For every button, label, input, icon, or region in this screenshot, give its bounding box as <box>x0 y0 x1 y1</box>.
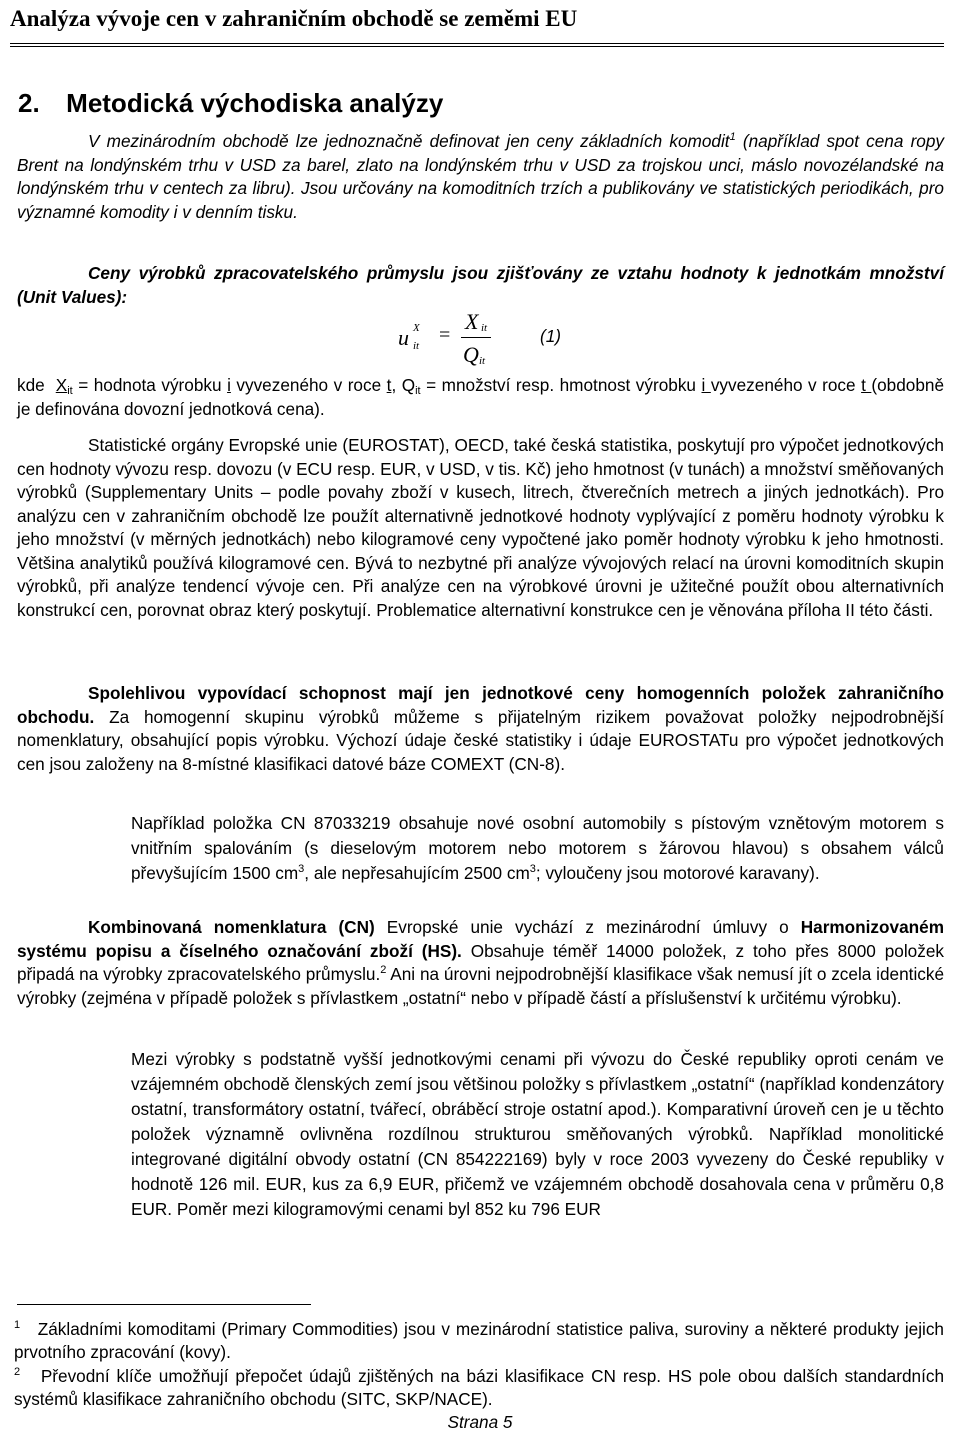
homogeneous-bold: Spolehlivou vypovídací schopnost mají jen jednotkové ceny homogenních položek zahraničního obchodu. <box>17 683 944 727</box>
footnote-2 <box>14 1365 944 1411</box>
footnote-ref-1: 1 <box>729 131 736 143</box>
formula-lhs-sup: X <box>413 322 420 334</box>
definition-x: X <box>55 375 68 395</box>
definition-t: t <box>386 375 392 395</box>
definition-text-3: = množství resp. hmotnost výrobku <box>420 375 702 395</box>
example-text-a: Například položka CN 87033219 obsahuje nové osobní automobily s pístovým vznětovým motorem s vnitřním spalováním (s dieselovým motorem nebo motorem s žárovou hlavou) s obsahem válců převyšujícím 1500 cm <box>131 813 944 883</box>
header-rule-bottom <box>10 46 944 47</box>
header-rule-top <box>10 43 944 44</box>
example-text-b: , ale nepřesahujícím 2500 cm <box>304 863 530 883</box>
definition-t-2: t <box>861 375 872 395</box>
footnote-separator <box>17 1304 311 1305</box>
other-items-text-a: Mezi výrobky s podstatně vyšší jednotkovými cenami při vývozu do České republiky oproti cenám ve vzájemném obchodě členských zemí jsou většinou položky s přívlastkem „ostatní“ (například kondenzátory ostatní, transformátory ostatní, tvářecí, obráběcí stroje ostatní apod.). <box>131 1049 944 1119</box>
definition-i: i <box>227 375 231 395</box>
footnote-1 <box>14 1318 944 1364</box>
paragraph-example-cn <box>131 811 944 886</box>
statistics-text-c: Většina analytiků používá kilogramové cen. <box>17 552 350 573</box>
statistics-text-d: Bývá to nezbytné při analýze vývojových relací na úrovni komoditních skupin výrobků, při analýze tendencí vývoje cen. <box>17 552 944 596</box>
page-number: Strana 5 <box>447 1412 513 1432</box>
paragraph-statistics <box>17 434 944 622</box>
formula-equals: = <box>439 324 451 346</box>
nomenclature-bold-a: Kombinovaná nomenklatura (CN) <box>88 917 375 937</box>
paragraph-other-items <box>131 1047 944 1222</box>
statistics-text-b: Pro analýzu cen v zahraničním obchodě lze použít alternativně jednotkové hodnoty vyplývající z poměru hodnoty výrobku k jeho množství (v měrných jednotkách) nebo kilogramové ceny vypočtené jako poměr hodnoty výrobku k jeho hmotnosti. <box>17 482 944 549</box>
section-title: Metodická východiska analýzy <box>66 88 444 118</box>
nomenclature-text-c: Ani na úrovni nejpodrobnější klasifikace však nemusí jít o zcela identické výrobky (zejména v případě položek s přívlastkem „ostatní“ nebo v případě částí a příslušenství k určitému výrobku). <box>17 964 945 1008</box>
paragraph-nomenclature <box>17 916 944 1010</box>
other-items-text-b: Komparativní úroveň cen je u těchto položek významně ovlivněna rozdílnou strukturou směňovaných výrobků. <box>131 1099 944 1144</box>
footnote-2-number: 2 <box>14 1366 21 1378</box>
formula-numerator-sub: it <box>481 322 488 334</box>
footnote-2-text: Převodní klíče umožňují přepočet údajů zjištěných na bázi klasifikace CN resp. HS pole obou dalších standardních systémů klasifikace zahraničního obchodu (SITC, SKP/NACE). <box>14 1366 944 1409</box>
formula-denominator: Q <box>463 342 479 367</box>
formula-denominator-sub: it <box>479 355 486 367</box>
paragraph-unit-values <box>17 262 944 309</box>
nomenclature-text-a: Evropské unie vychází z mezinárodní úmluvy o <box>374 917 801 937</box>
definition-comma: , <box>391 375 402 395</box>
nomenclature-text-b: Obsahuje téměř 14000 položek, z toho přes 8000 položek připadá na výrobky zpracovatelského průmyslu. <box>17 940 944 984</box>
unit-values-text: Ceny výrobků zpracovatelského průmyslu jsou zjišťovány ze vztahu hodnoty k jednotkám množství (Unit Values): <box>17 263 944 307</box>
paragraph-definition <box>17 374 944 421</box>
section-heading <box>18 88 443 119</box>
formula-fraction-bar <box>461 337 491 338</box>
section-number: 2. <box>18 88 40 118</box>
definition-text-1: = hodnota výrobku <box>72 375 228 395</box>
nomenclature-bold-b: Harmonizovaném systému popisu a číselného označování zboží (HS). <box>17 917 944 961</box>
definition-kde: kde <box>17 375 45 395</box>
running-header: Analýza vývoje cen v zahraničním obchodě se zeměmi EU <box>10 6 578 31</box>
footnote-1-number: 1 <box>14 1319 21 1331</box>
footnote-ref-2: 2 <box>380 964 387 976</box>
formula-lhs-sub: it <box>413 340 420 352</box>
definition-q: Q <box>401 375 416 395</box>
statistics-text-f: Problematice alternativní konstrukce cen je věnována příloha II této části. <box>376 599 934 620</box>
definition-text-4: vyvezeného v roce <box>710 375 862 395</box>
intro-text-b: (například spot cena ropy Brent na londýnském trhu v USD za barel, zlato na londýnském trhu v USD za trojskou unci, máslo novozélandské na londýnském trhu v centech za libru). <box>17 131 945 198</box>
definition-q-sub: it <box>415 385 421 397</box>
other-items-text-d: Poměr mezi kilogramovými cenami byl 852 ku 796 EUR <box>176 1199 601 1219</box>
definition-text-5: (obdobně je definována dovozní jednotková cena). <box>17 375 945 419</box>
formula-numerator: X <box>465 309 479 334</box>
intro-text-a: V mezinárodním obchodě lze jednoznačně definovat jen ceny základních komodit <box>88 131 730 151</box>
definition-text-2: vyvezeného v roce <box>230 375 387 395</box>
example-sup-2: 3 <box>529 863 536 875</box>
homogeneous-text-b: Výchozí údaje české statistiky i údaje EUROSTATu pro výpočet jednotkových cen jsou založeny na 8-místné klasifikaci datové báze COMEXT (CN-8). <box>17 730 944 774</box>
example-sup-1: 3 <box>298 863 305 875</box>
other-items-text-c: Například monolitické integrované digitální obvody ostatní (CN 854222169) byly v roce 2003 vyvezeny do České republiky v hodnotě 126 mil. EUR, kus za 6,9 EUR, přičemž ve vzájemném obchodě dosahovala cena v průměru 0,8 EUR. <box>131 1124 944 1219</box>
example-text-c: ; vyloučeny jsou motorové karavany). <box>535 863 820 883</box>
homogeneous-text-a: Za homogenní skupinu výrobků můžeme s přijatelným rizikem považovat položky nejpodrobnější nomenklatury, obsahující popis výrobku. <box>17 706 944 750</box>
intro-text-c: Jsou určovány na komoditních trzích a publikovány ve statistických periodikách, pro významné komodity i v denním tisku. <box>17 178 944 222</box>
definition-x-sub: it <box>67 385 73 397</box>
paragraph-intro <box>17 130 944 224</box>
formula-label: (1) <box>540 326 562 346</box>
definition-i-2: i <box>701 375 711 395</box>
statistics-text-a: Statistické orgány Evropské unie (EUROSTAT), OECD, také česká statistika, poskytují pro výpočet jednotkových cen hodnoty vývozu resp. dovozu (v ECU resp. EUR, v USD, v tis. Kč) jeho hmotnost (v tunách) a množství směňovaných výrobků (Supplementary Units – podle povahy zboží v kusech, litrech, čtverečních metrech a jiných jednotkách). <box>17 435 944 502</box>
footnote-1-text: Základními komoditami (Primary Commodities) jsou v mezinárodní statistice paliva, suroviny a některé produkty jejich prvotního zpracování (kovy). <box>14 1319 944 1362</box>
paragraph-homogeneous <box>17 682 944 776</box>
statistics-text-e: Při analýze cen na výrobkové úrovni je užitečné použít obou alternativních konstrukcí cen, porovnat obraz který poskytují. <box>17 576 945 620</box>
formula-lhs: u <box>398 325 409 350</box>
